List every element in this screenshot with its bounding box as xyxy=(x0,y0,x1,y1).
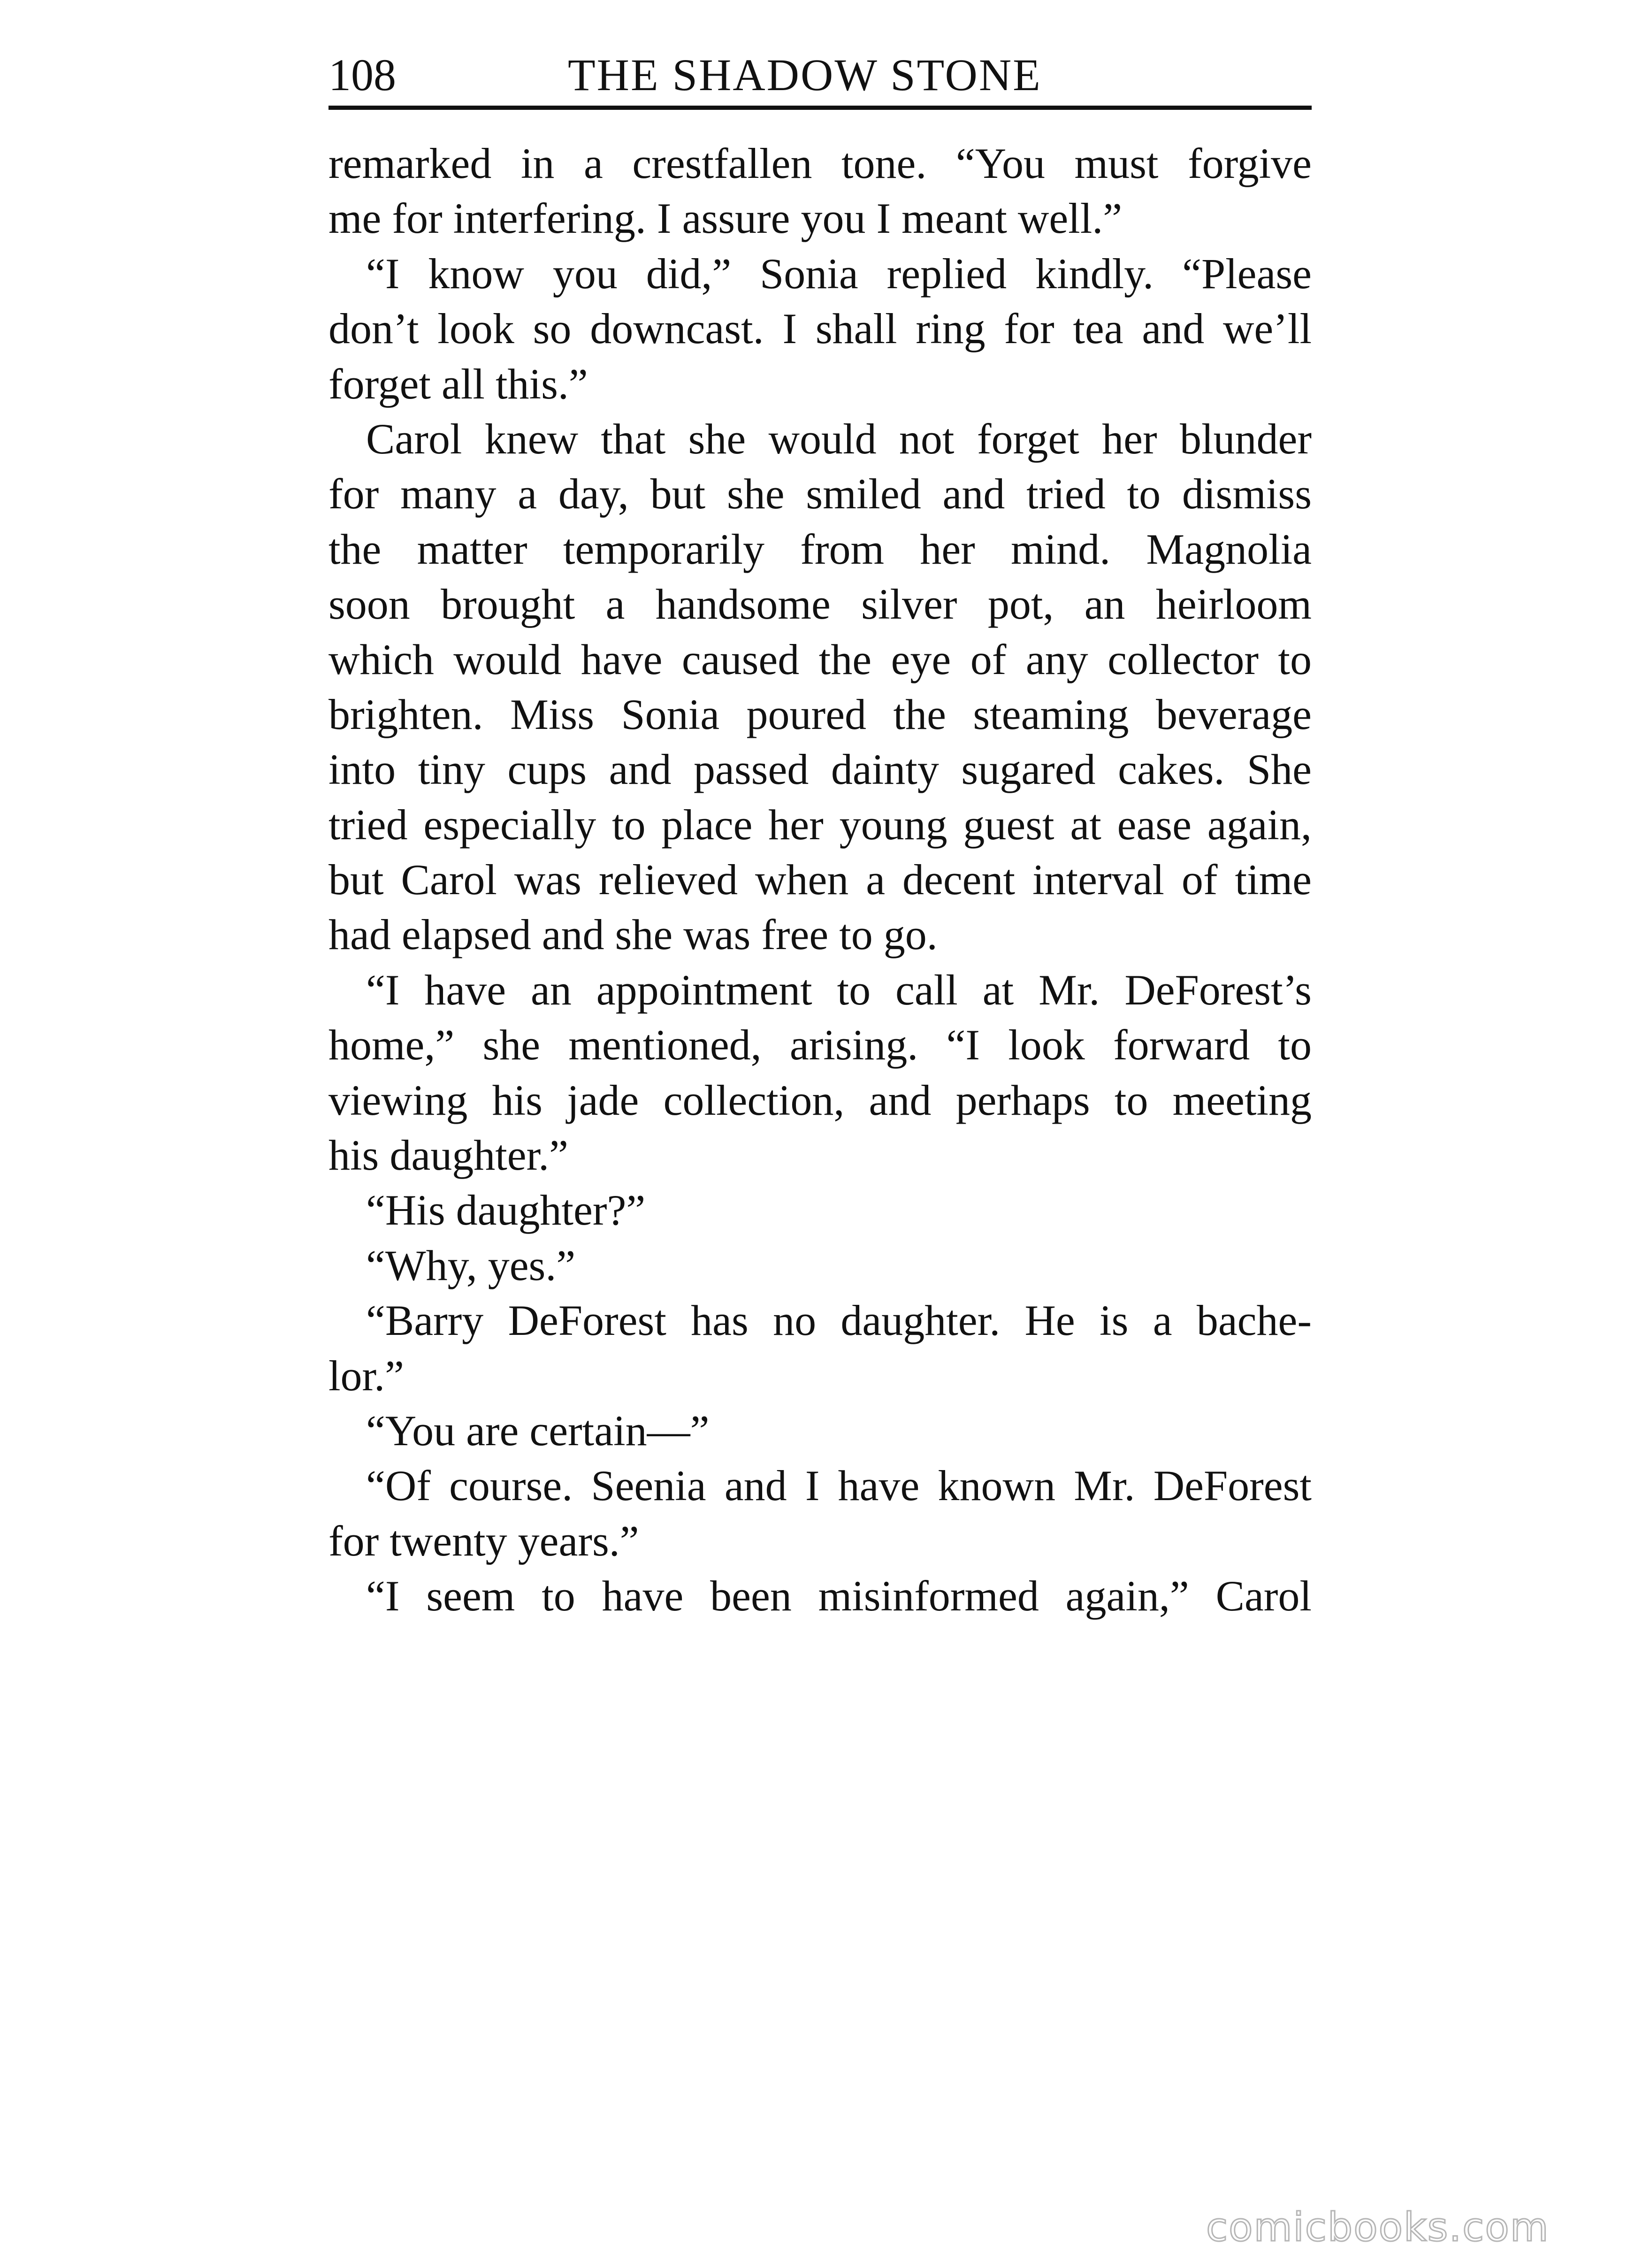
text-line: had elapsed and she was free to go. xyxy=(329,911,938,959)
text-line: “I seem to have been misinformed again,” Carol xyxy=(366,1572,1312,1620)
text-line: viewing his jade collection, and perhaps to meeting xyxy=(329,1076,1312,1124)
text-line: his daughter.” xyxy=(329,1131,568,1180)
text-line: soon brought a handsome silver pot, an heirloom xyxy=(329,580,1312,628)
text-line: don’t look so downcast. I shall ring for tea and we’ll xyxy=(329,305,1312,353)
running-head xyxy=(329,45,1312,110)
text-line: “You are certain—” xyxy=(366,1406,710,1455)
text-line: lor.” xyxy=(329,1351,404,1400)
text-line: “Barry DeForest has no daughter. He is a bache- xyxy=(366,1296,1312,1345)
text-line: me for interfering. I assure you I meant well.” xyxy=(329,194,1123,243)
text-line: “I know you did,” Sonia replied kindly. “Please xyxy=(366,249,1312,298)
text-line: tried especially to place her young guest at ease again, xyxy=(329,800,1312,849)
book-title: THE SHADOW STONE xyxy=(568,50,1042,100)
text-line: “I have an appointment to call at Mr. DeForest’s xyxy=(366,965,1312,1014)
text-line: “Why, yes.” xyxy=(366,1241,576,1289)
text-line: “Of course. Seenia and I have known Mr. DeForest xyxy=(366,1462,1312,1510)
page-number: 108 xyxy=(329,50,396,100)
text-line: remarked in a crestfallen tone. “You must forgive xyxy=(329,139,1312,187)
text-line: the matter temporarily from her mind. Magnolia xyxy=(329,525,1312,573)
watermark: comicbooks.com xyxy=(1206,2204,1550,2250)
text-line: for twenty years.” xyxy=(329,1517,639,1565)
text-line: into tiny cups and passed dainty sugared cakes. She xyxy=(329,745,1312,794)
text-line: which would have caused the eye of any collector to xyxy=(329,635,1312,683)
text-line: home,” she mentioned, arising. “I look forward to xyxy=(329,1021,1312,1069)
text-line: for many a day, but she smiled and tried to dismiss xyxy=(329,470,1312,518)
body-text xyxy=(329,136,1312,1624)
text-line: brighten. Miss Sonia poured the steaming beverage xyxy=(329,690,1312,738)
text-line: forget all this.” xyxy=(329,360,588,408)
text-line: but Carol was relieved when a decent interval of time xyxy=(329,856,1312,904)
text-line: “His daughter?” xyxy=(366,1186,646,1234)
text-line: Carol knew that she would not forget her blunder xyxy=(366,414,1312,463)
